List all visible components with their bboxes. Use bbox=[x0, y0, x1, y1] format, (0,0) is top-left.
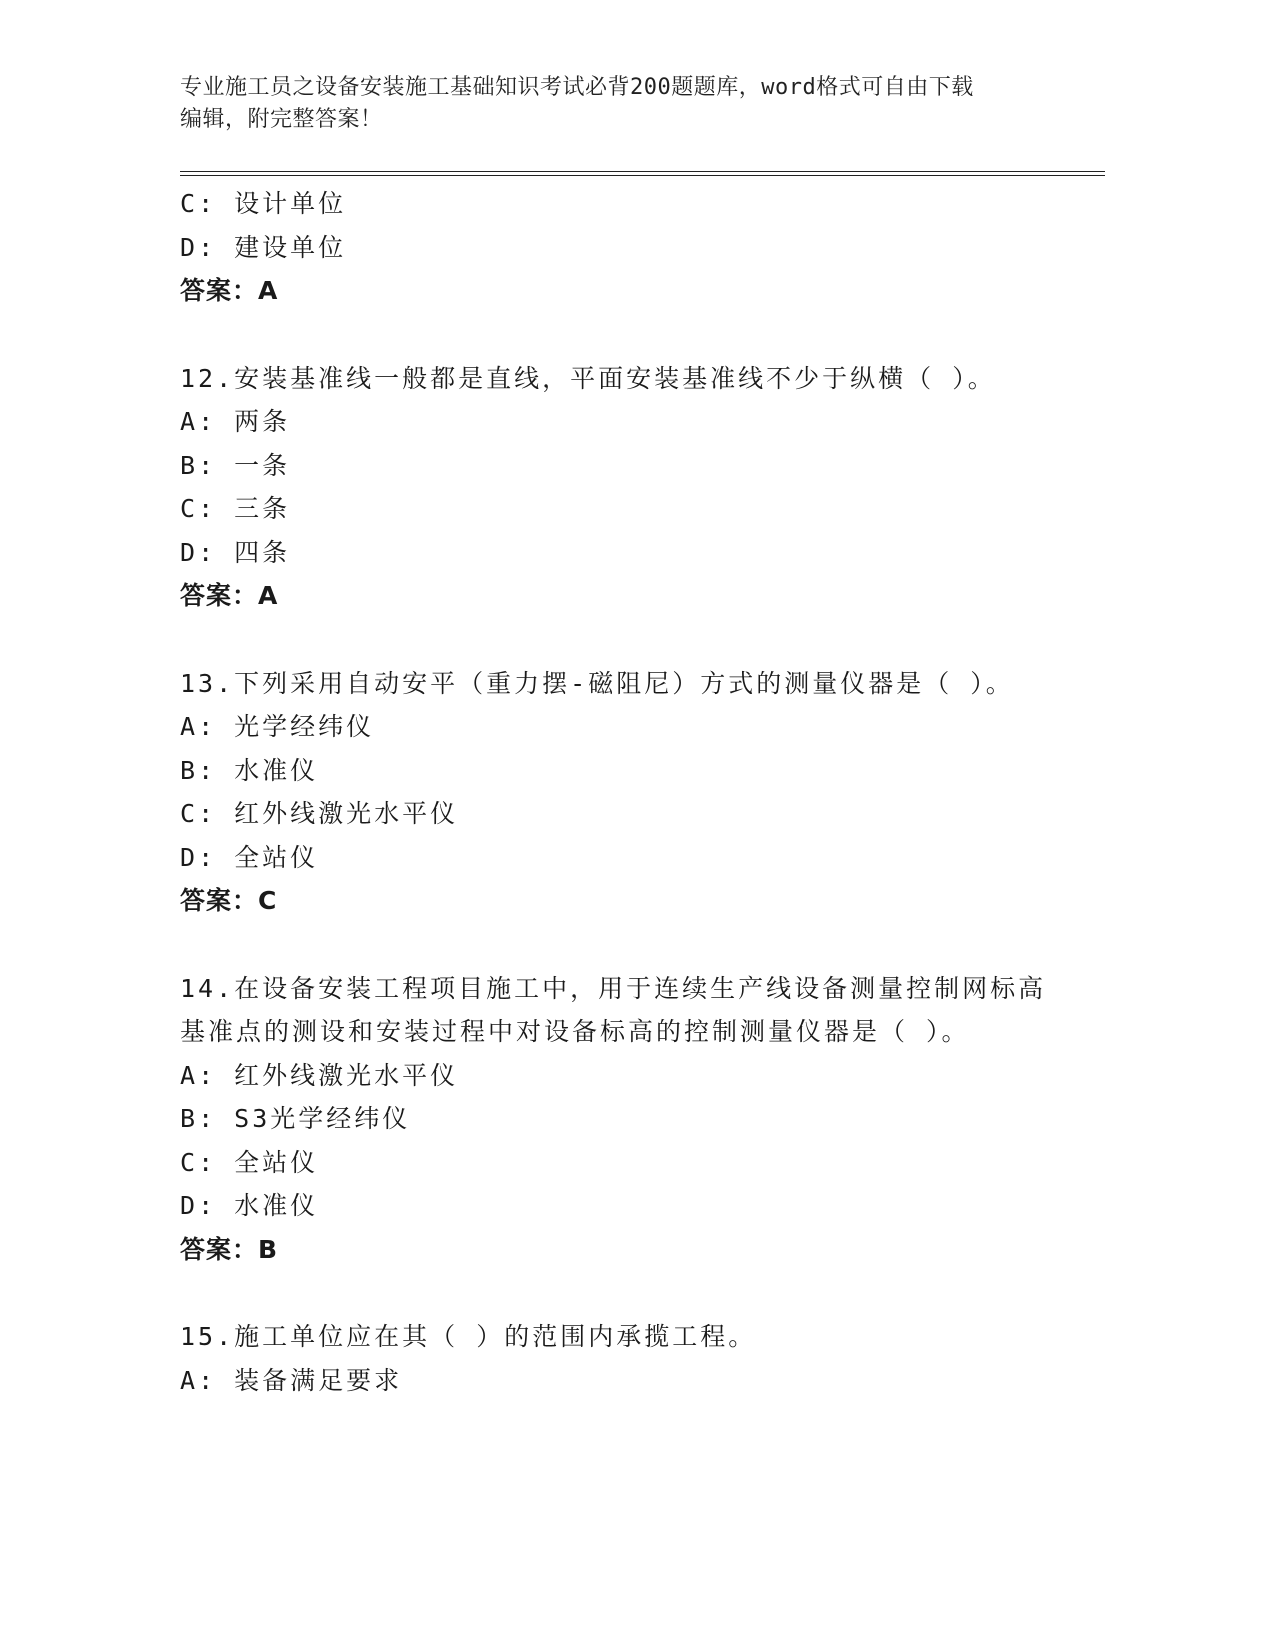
question-15 bbox=[180, 1315, 1080, 1402]
option-text: 两条 bbox=[234, 407, 291, 436]
option-text: 光学经纬仪 bbox=[234, 712, 375, 741]
header-line-1: 专业施工员之设备安装施工基础知识考试必背200题题库，word格式可自由下载 bbox=[180, 75, 974, 100]
option-label: B bbox=[180, 755, 199, 785]
option-line: B: S3光学经纬仪 bbox=[180, 1104, 411, 1133]
spacer bbox=[180, 313, 1080, 357]
spacer bbox=[180, 923, 1080, 967]
option-label: D bbox=[180, 842, 199, 872]
header-divider-top bbox=[180, 171, 1105, 172]
question-stem: 12.安装基准线一般都是直线，平面安装基准线不少于纵横（ ）。 bbox=[180, 363, 996, 393]
option-text: 设计单位 bbox=[234, 189, 347, 218]
option-label: A bbox=[180, 407, 199, 436]
option-text: 三条 bbox=[234, 494, 291, 523]
option-line: D: 全站仪 bbox=[180, 842, 319, 872]
option-label: A bbox=[180, 1060, 199, 1090]
question-14 bbox=[180, 967, 1080, 1272]
option-line: C: 红外线激光水平仪 bbox=[180, 799, 459, 828]
option-label: B bbox=[180, 450, 199, 480]
option-label: D bbox=[180, 232, 199, 262]
option-label: C bbox=[180, 799, 199, 828]
option-line: C: 设计单位 bbox=[180, 189, 347, 218]
option-line: D: 建设单位 bbox=[180, 232, 347, 262]
answer-line: 答案：C bbox=[180, 886, 278, 915]
answer-line: 答案：B bbox=[180, 1234, 279, 1264]
answer-line: 答案：A bbox=[180, 276, 279, 305]
option-line: A: 光学经纬仪 bbox=[180, 712, 375, 741]
option-label: A bbox=[180, 712, 199, 741]
option-line: D: 水准仪 bbox=[180, 1191, 319, 1220]
option-line: A: 装备满足要求 bbox=[180, 1365, 403, 1395]
option-line: C: 三条 bbox=[180, 494, 291, 523]
question-stem: 15.施工单位应在其（ ）的范围内承揽工程。 bbox=[180, 1322, 757, 1351]
option-label: C bbox=[180, 189, 199, 218]
option-text: 一条 bbox=[234, 450, 291, 480]
option-line: A: 两条 bbox=[180, 407, 291, 436]
option-line: A: 红外线激光水平仪 bbox=[180, 1060, 459, 1090]
option-text: 水准仪 bbox=[234, 755, 319, 785]
question-12 bbox=[180, 357, 1080, 618]
question-13 bbox=[180, 662, 1080, 923]
option-text: 水准仪 bbox=[234, 1191, 319, 1220]
question-list bbox=[180, 182, 1080, 1402]
question-fragment bbox=[180, 182, 1080, 313]
option-label: C bbox=[180, 494, 199, 523]
question-stem-continued: 基准点的测设和安装过程中对设备标高的控制测量仪器是（ ）。 bbox=[180, 1017, 970, 1046]
option-text: 红外线激光水平仪 bbox=[234, 799, 459, 828]
answer-line: 答案：A bbox=[180, 581, 279, 610]
header-divider-bottom bbox=[180, 175, 1105, 176]
option-label: D bbox=[180, 1191, 199, 1220]
header-line-2: 编辑，附完整答案！ bbox=[180, 107, 383, 132]
option-label: C bbox=[180, 1147, 199, 1177]
option-text: 红外线激光水平仪 bbox=[234, 1060, 459, 1090]
option-label: D bbox=[180, 537, 199, 567]
option-text: S3光学经纬仪 bbox=[234, 1104, 411, 1133]
spacer bbox=[180, 618, 1080, 662]
option-text: 四条 bbox=[234, 537, 291, 567]
question-stem: 13.下列采用自动安平（重力摆-磁阻尼）方式的测量仪器是（ ）。 bbox=[180, 668, 1014, 698]
option-label: B bbox=[180, 1104, 199, 1133]
option-text: 建设单位 bbox=[234, 232, 347, 262]
option-text: 全站仪 bbox=[234, 842, 319, 872]
spacer bbox=[180, 1271, 1080, 1315]
question-stem: 14.在设备安装工程项目施工中，用于连续生产线设备测量控制网标高 bbox=[180, 973, 1047, 1003]
option-label: A bbox=[180, 1365, 199, 1395]
option-line: B: 水准仪 bbox=[180, 755, 319, 785]
option-text: 装备满足要求 bbox=[234, 1365, 403, 1395]
option-line: C: 全站仪 bbox=[180, 1147, 319, 1177]
option-line: B: 一条 bbox=[180, 450, 291, 480]
document-header bbox=[180, 72, 1080, 136]
option-text: 全站仪 bbox=[234, 1147, 319, 1177]
option-line: D: 四条 bbox=[180, 537, 291, 567]
